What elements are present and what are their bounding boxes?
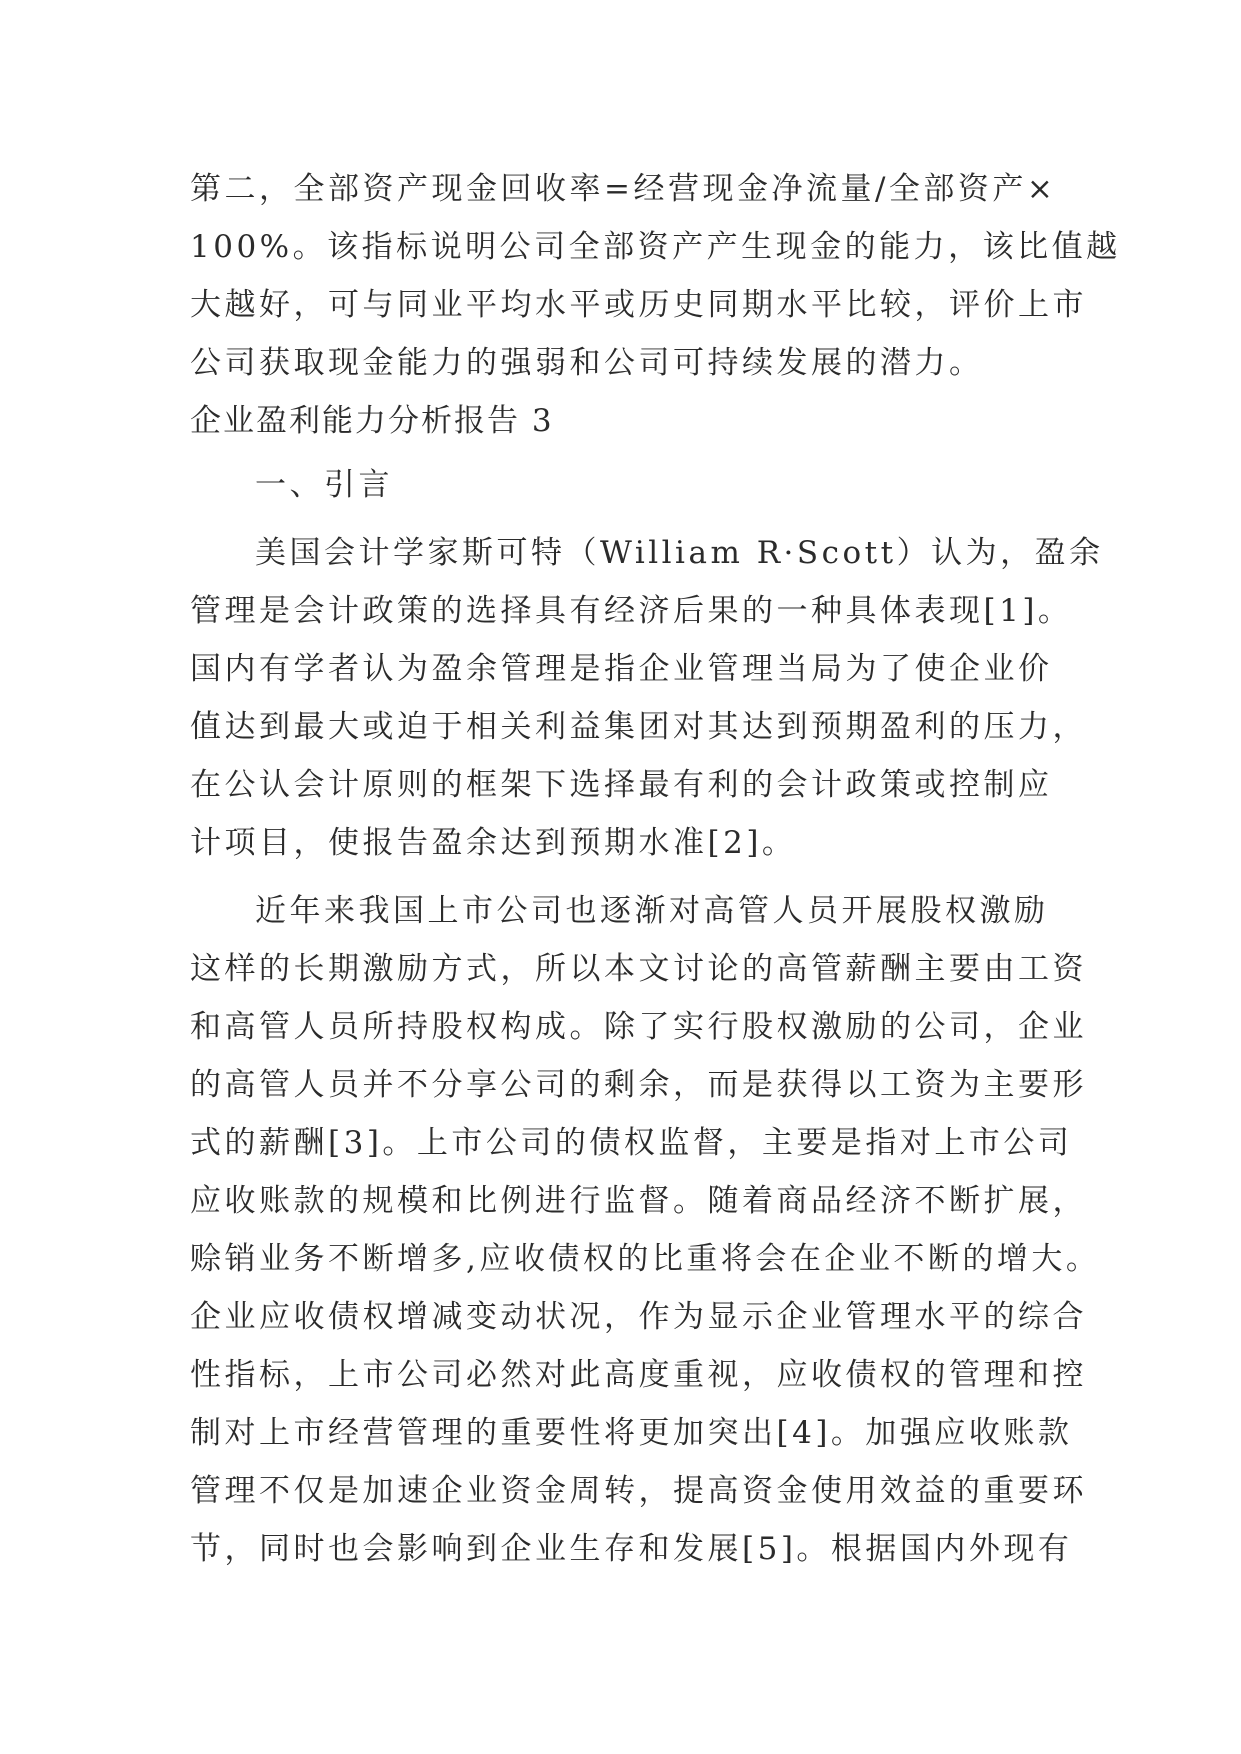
- text-line: 的高管人员并不分享公司的剩余，而是获得以工资为主要形: [190, 1067, 1087, 1103]
- text-line: 100%。该指标说明公司全部资产产生现金的能力，该比值越: [190, 229, 1121, 265]
- text-line: 值达到最大或迫于相关利益集团对其达到预期盈利的压力，: [190, 709, 1087, 745]
- text-line: 应收账款的规模和比例进行监督。随着商品经济不断扩展，: [190, 1183, 1087, 1219]
- text-line: 第二，全部资产现金回收率=经营现金净流量/全部资产×: [190, 171, 1057, 207]
- paragraph-executive-compensation: [190, 882, 1101, 1578]
- text-line: 美国会计学家斯可特（William R·Scott）认为，盈余: [255, 535, 1104, 571]
- paragraph-total-asset-cash-recovery: [190, 160, 1121, 392]
- text-line: 管理是会计政策的选择具有经济后果的一种具体表现[1]。: [190, 593, 1073, 629]
- section-heading-intro: 一、引言: [255, 467, 393, 503]
- text-line: 国内有学者认为盈余管理是指企业管理当局为了使企业价: [190, 651, 1053, 687]
- text-line: 赊销业务不断增多,应收债权的比重将会在企业不断的增大。: [190, 1241, 1101, 1277]
- text-line: 近年来我国上市公司也逐渐对高管人员开展股权激励: [255, 893, 1049, 929]
- document-body: [190, 160, 1121, 1578]
- text-line: 在公认会计原则的框架下选择最有利的会计政策或控制应: [190, 767, 1053, 803]
- text-line: 公司获取现金能力的强弱和公司可持续发展的潜力。: [190, 345, 984, 381]
- text-line: 计项目，使报告盈余达到预期水准[2]。: [190, 825, 797, 861]
- text-line: 式的薪酬[3]。上市公司的债权监督，主要是指对上市公司: [190, 1125, 1073, 1161]
- text-line: 节，同时也会影响到企业生存和发展[5]。根据国内外现有: [190, 1531, 1073, 1567]
- text-line: 和高管人员所持股权构成。除了实行股权激励的公司，企业: [190, 1009, 1087, 1045]
- text-line: 这样的长期激励方式，所以本文讨论的高管薪酬主要由工资: [190, 951, 1087, 987]
- text-line: 性指标，上市公司必然对此高度重视，应收债权的管理和控: [190, 1357, 1087, 1393]
- report-title: 企业盈利能力分析报告 3: [190, 403, 554, 439]
- text-line: 企业应收债权增减变动状况，作为显示企业管理水平的综合: [190, 1299, 1087, 1335]
- text-line: 管理不仅是加速企业资金周转，提高资金使用效益的重要环: [190, 1473, 1087, 1509]
- paragraph-earnings-management: [190, 524, 1104, 872]
- text-line: 大越好，可与同业平均水平或历史同期水平比较，评价上市: [190, 287, 1087, 323]
- text-line: 制对上市经营管理的重要性将更加突出[4]。加强应收账款: [190, 1415, 1073, 1451]
